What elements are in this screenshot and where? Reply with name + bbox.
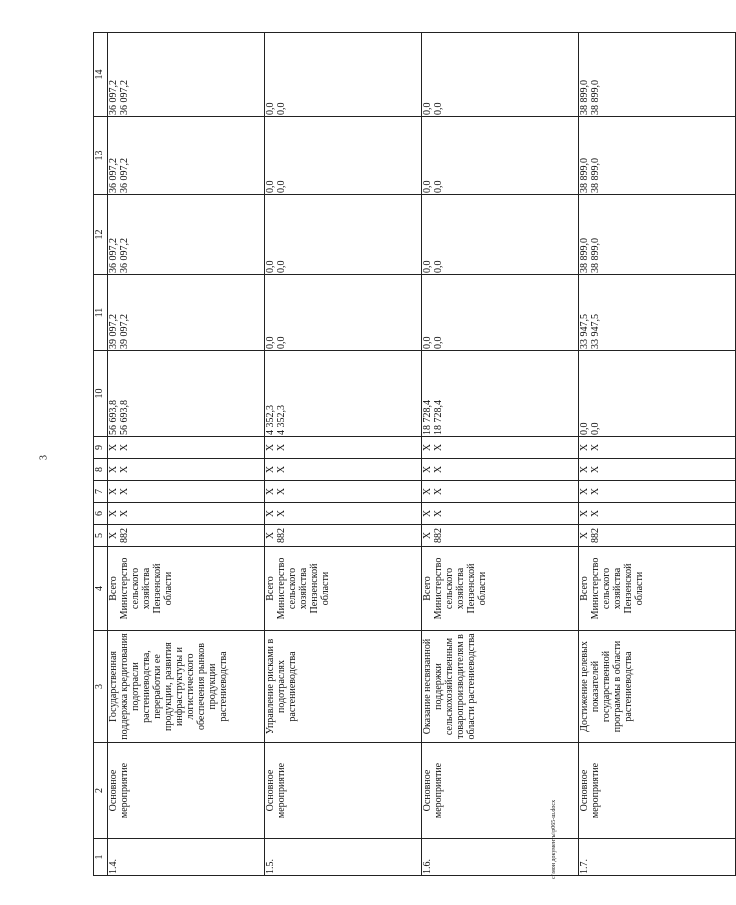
executor	[108, 547, 265, 631]
header-cell: 4	[94, 547, 108, 631]
code-c6	[265, 503, 422, 525]
code-c7-line: X	[422, 487, 433, 496]
code-c5-line: 882	[433, 528, 444, 543]
amount-c14	[422, 33, 579, 117]
code-c8-line: X	[276, 465, 287, 474]
code-c8-line: X	[433, 465, 444, 474]
amount-c14	[108, 33, 265, 117]
code-c7-line: X	[579, 487, 590, 496]
amount-c14	[265, 33, 422, 117]
amount-c11-line: 39 097,2	[108, 314, 119, 349]
executor-line: Всего	[108, 576, 119, 601]
table-row	[265, 33, 422, 876]
header-row	[94, 33, 108, 876]
amount-c11-line: 33 947,5	[590, 314, 601, 349]
amount-c14-line: 0,0	[265, 102, 276, 115]
header-cell: 7	[94, 481, 108, 503]
amount-c12	[265, 195, 422, 275]
code-c8-line: X	[579, 465, 590, 474]
row-number: 1.6.	[422, 839, 579, 876]
code-c9-line: X	[433, 443, 444, 452]
amount-c12	[579, 195, 736, 275]
code-c9-line: X	[108, 443, 119, 452]
row-number: 1.7.	[579, 839, 736, 876]
code-c7-line: X	[276, 487, 287, 496]
code-c9	[265, 437, 422, 459]
amount-c14-line: 36 097,2	[119, 80, 130, 115]
amount-c13-line: 38 899,0	[590, 158, 601, 193]
executor	[579, 547, 736, 631]
amount-c12-line: 0,0	[265, 260, 276, 273]
code-c5-line: 882	[276, 528, 287, 543]
measure-name: Оказание несвязанной поддержки сельскохозяйственным товаропроизводителям в области растениеводства	[422, 631, 579, 743]
table-row	[579, 33, 736, 876]
code-c5	[108, 525, 265, 547]
rotated-table-container	[93, 33, 645, 876]
amount-c13-line: 0,0	[265, 180, 276, 193]
code-c6-line: X	[590, 509, 601, 518]
measure-name: Достижение целевых показателей государственной программы в области растениеводства	[579, 631, 736, 743]
amount-c13-line: 36 097,2	[119, 158, 130, 193]
code-c8-line: X	[108, 465, 119, 474]
code-c6-line: X	[433, 509, 444, 518]
table-row	[108, 33, 265, 876]
code-c6-line: X	[579, 509, 590, 518]
measure-name: Управление рисками в подотраслях растениеводства	[265, 631, 422, 743]
executor-line: Всего	[265, 576, 276, 601]
executor-line: Министерство сельского хозяйства Пензенской области	[276, 557, 331, 620]
executor	[422, 547, 579, 631]
table-body	[94, 33, 736, 876]
amount-c13	[265, 117, 422, 195]
code-c7	[422, 481, 579, 503]
code-c8	[265, 459, 422, 481]
footer-file-path: c:\мои документы\р065-ш.docx	[551, 799, 557, 879]
amount-c12-line: 38 899,0	[579, 238, 590, 273]
code-c9-line: X	[119, 443, 130, 452]
amount-c10-line: 4 352,3	[265, 405, 276, 435]
amount-c13-line: 0,0	[422, 180, 433, 193]
amount-c13-line: 0,0	[276, 180, 287, 193]
code-c6	[108, 503, 265, 525]
code-c8-line: X	[590, 465, 601, 474]
amount-c14-line: 38 899,0	[590, 80, 601, 115]
amount-c12-line: 36 097,2	[119, 238, 130, 273]
code-c7	[579, 481, 736, 503]
amount-c14-line: 0,0	[422, 102, 433, 115]
amount-c10	[265, 351, 422, 437]
executor	[265, 547, 422, 631]
code-c7-line: X	[119, 487, 130, 496]
code-c5-line: X	[422, 531, 433, 540]
code-c9-line: X	[422, 443, 433, 452]
header-cell: 6	[94, 503, 108, 525]
code-c7-line: X	[590, 487, 601, 496]
amount-c10-line: 4 352,3	[276, 405, 287, 435]
code-c6	[579, 503, 736, 525]
code-c8-line: X	[119, 465, 130, 474]
amount-c11-line: 0,0	[265, 336, 276, 349]
code-c5	[422, 525, 579, 547]
code-c5-line: X	[108, 531, 119, 540]
code-c8-line: X	[265, 465, 276, 474]
measure-type: Основное мероприятие	[108, 743, 265, 839]
header-cell: 1	[94, 839, 108, 876]
measure-type: Основное мероприятие	[579, 743, 736, 839]
code-c7	[265, 481, 422, 503]
amount-c11	[422, 275, 579, 351]
amount-c14-line: 38 899,0	[579, 80, 590, 115]
header-cell: 10	[94, 351, 108, 437]
amount-c13-line: 38 899,0	[579, 158, 590, 193]
code-c5	[265, 525, 422, 547]
code-c9-line: X	[276, 443, 287, 452]
code-c6-line: X	[108, 509, 119, 518]
code-c5	[579, 525, 736, 547]
code-c5-line: 882	[119, 528, 130, 543]
amount-c13	[108, 117, 265, 195]
amount-c12-line: 36 097,2	[108, 238, 119, 273]
amount-c10	[579, 351, 736, 437]
amount-c11	[108, 275, 265, 351]
code-c9	[422, 437, 579, 459]
code-c5-line: 882	[590, 528, 601, 543]
code-c6-line: X	[119, 509, 130, 518]
amount-c11-line: 39 097,2	[119, 314, 130, 349]
measure-name: Государственная поддержка кредитования подотрасли растениеводства, переработки ее продукции, развития инфраструктуры и логистического обеспечения рынков продукции растениеводства	[108, 631, 265, 743]
amount-c14-line: 36 097,2	[108, 80, 119, 115]
table-row	[422, 33, 579, 876]
header-cell: 5	[94, 525, 108, 547]
amount-c10	[422, 351, 579, 437]
measure-type: Основное мероприятие	[265, 743, 422, 839]
amount-c12-line: 38 899,0	[590, 238, 601, 273]
header-cell: 9	[94, 437, 108, 459]
amount-c13-line: 36 097,2	[108, 158, 119, 193]
amount-c11-line: 0,0	[422, 336, 433, 349]
code-c8	[579, 459, 736, 481]
amount-c14	[579, 33, 736, 117]
header-cell: 2	[94, 743, 108, 839]
executor-line: Министерство сельского хозяйства Пензенской области	[433, 557, 488, 620]
amount-c13	[579, 117, 736, 195]
code-c7-line: X	[433, 487, 444, 496]
page-number: 3	[38, 455, 50, 460]
header-cell: 11	[94, 275, 108, 351]
amount-c12-line: 0,0	[422, 260, 433, 273]
row-number: 1.5.	[265, 839, 422, 876]
code-c8	[108, 459, 265, 481]
code-c9-line: X	[590, 443, 601, 452]
amount-c12-line: 0,0	[433, 260, 444, 273]
amount-c10-line: 18 728,4	[433, 400, 444, 435]
header-cell: 12	[94, 195, 108, 275]
code-c6-line: X	[276, 509, 287, 518]
program-measures-table	[93, 32, 736, 876]
code-c9-line: X	[579, 443, 590, 452]
code-c7-line: X	[108, 487, 119, 496]
code-c7	[108, 481, 265, 503]
amount-c10-line: 18 728,4	[422, 400, 433, 435]
amount-c10-line: 56 693,8	[108, 400, 119, 435]
amount-c12	[108, 195, 265, 275]
amount-c10	[108, 351, 265, 437]
amount-c13	[422, 117, 579, 195]
code-c9	[108, 437, 265, 459]
code-c9-line: X	[265, 443, 276, 452]
amount-c12	[422, 195, 579, 275]
code-c5-line: X	[579, 531, 590, 540]
code-c6	[422, 503, 579, 525]
header-cell: 8	[94, 459, 108, 481]
code-c5-line: X	[265, 531, 276, 540]
amount-c14-line: 0,0	[433, 102, 444, 115]
measure-type: Основное мероприятие	[422, 743, 579, 839]
header-cell: 3	[94, 631, 108, 743]
amount-c11-line: 0,0	[276, 336, 287, 349]
amount-c10-line: 0,0	[590, 422, 601, 435]
row-number: 1.4.	[108, 839, 265, 876]
code-c8-line: X	[422, 465, 433, 474]
header-cell: 13	[94, 117, 108, 195]
executor-line: Всего	[579, 576, 590, 601]
amount-c10-line: 0,0	[579, 422, 590, 435]
amount-c11	[265, 275, 422, 351]
executor-line: Всего	[422, 576, 433, 601]
code-c9	[579, 437, 736, 459]
code-c6-line: X	[265, 509, 276, 518]
header-cell: 14	[94, 33, 108, 117]
code-c8	[422, 459, 579, 481]
amount-c11-line: 0,0	[433, 336, 444, 349]
amount-c14-line: 0,0	[276, 102, 287, 115]
amount-c11	[579, 275, 736, 351]
code-c7-line: X	[265, 487, 276, 496]
executor-line: Министерство сельского хозяйства Пензенской области	[119, 557, 174, 620]
amount-c12-line: 0,0	[276, 260, 287, 273]
amount-c13-line: 0,0	[433, 180, 444, 193]
code-c6-line: X	[422, 509, 433, 518]
amount-c11-line: 33 947,5	[579, 314, 590, 349]
amount-c10-line: 56 693,8	[119, 400, 130, 435]
executor-line: Министерство сельского хозяйства Пензенской области	[590, 557, 645, 620]
